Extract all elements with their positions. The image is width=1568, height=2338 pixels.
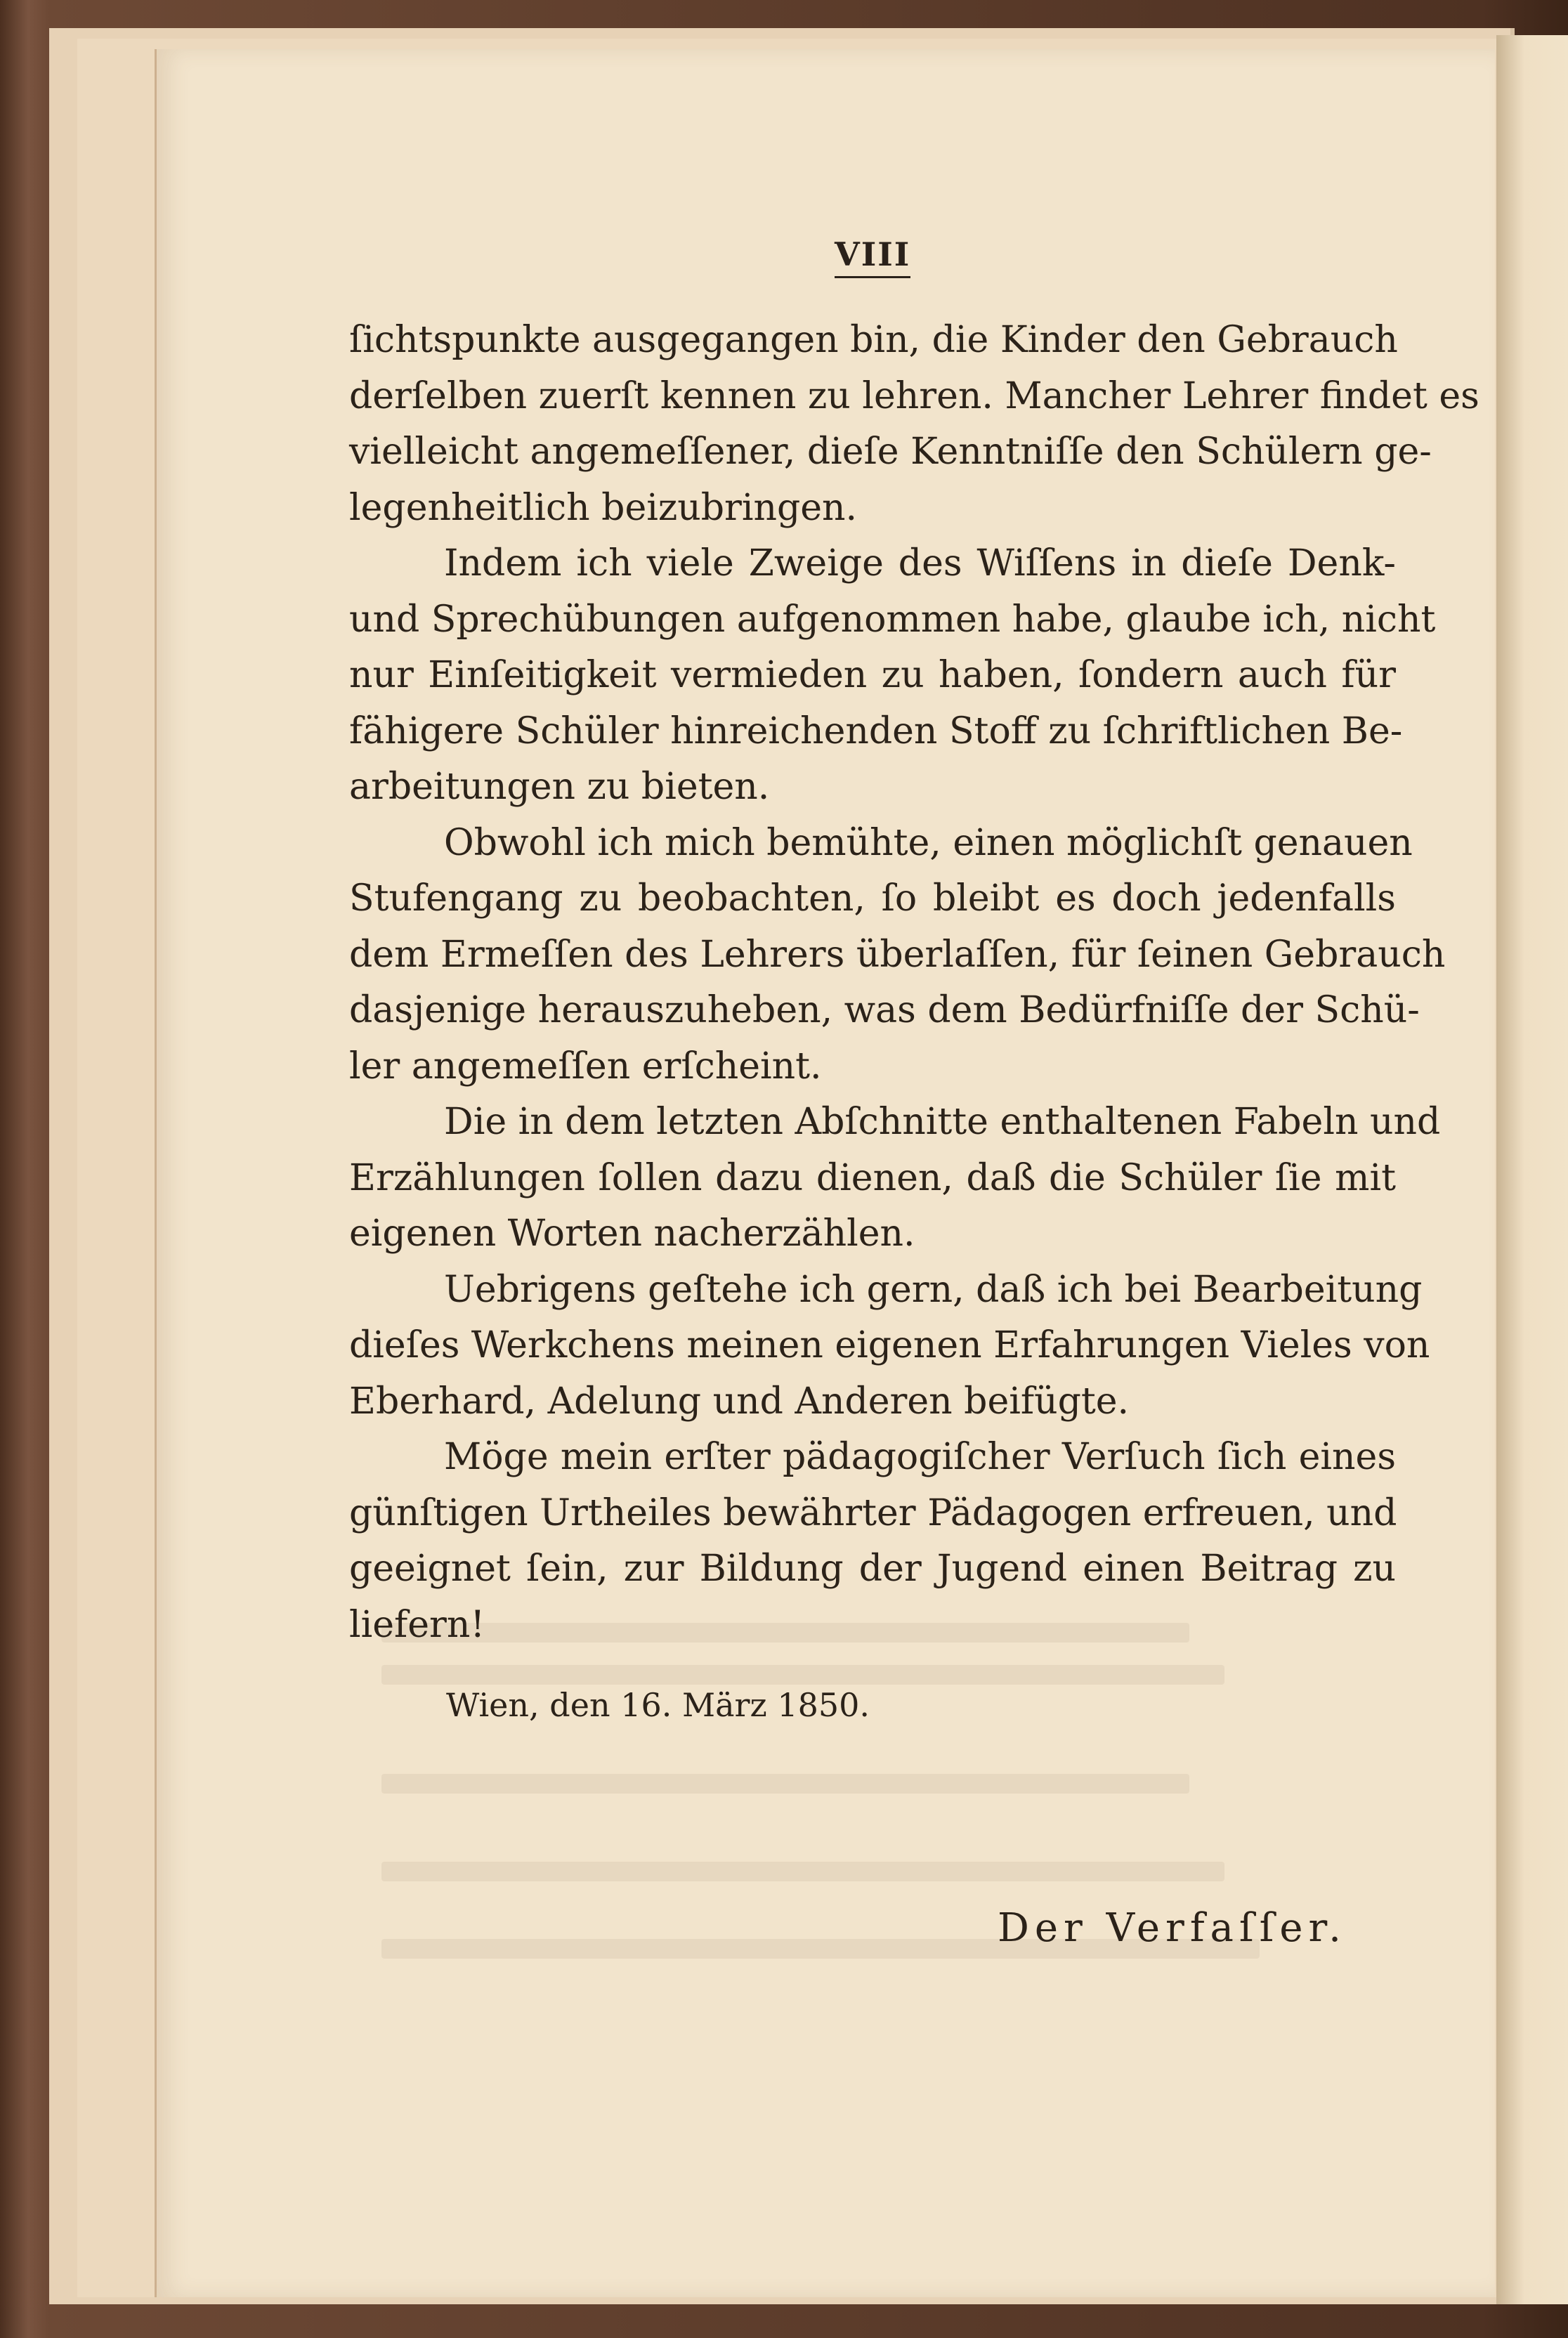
text-line: und Sprechübungen aufgenommen habe, glaube ich, nicht	[349, 598, 1436, 641]
text-line: Erzählungen ſollen dazu dienen, daß die Schüler ſie mit	[349, 1156, 1396, 1199]
text-line: dem Ermeſſen des Lehrers überlaſſen, für ſeinen Gebrauch	[349, 933, 1446, 976]
text-line: Eberhard, Adelung und Anderen beifügte.	[349, 1380, 1130, 1423]
dateline: Wien, den 16. März 1850.	[446, 1686, 870, 1724]
text-line: ler angemeſſen erſcheint.	[349, 1045, 822, 1088]
text-line: geeignet ſein, zur Bildung der Jugend einen Beitrag zu	[349, 1548, 1396, 1590]
text-line: arbeitungen zu bieten.	[349, 766, 770, 808]
text-line: nur Einſeitigkeit vermieden zu haben, ſondern auch für	[349, 654, 1396, 696]
text-line: Uebrigens geſtehe ich gern, daß ich bei Bearbeitung	[444, 1268, 1423, 1311]
text-line: Stufengang zu beobachten, ſo bleibt es doch jedenfalls	[349, 877, 1396, 920]
text-line: dasjenige herauszuheben, was dem Bedürfniſſe der Schü-	[349, 989, 1420, 1031]
text-line: fähigere Schüler hinreichenden Stoff zu ſchriftlichen Be-	[349, 710, 1403, 752]
text-line: Obwohl ich mich bemühte, einen möglichſt genauen	[444, 821, 1413, 864]
text-line: günſtigen Urtheiles bewährter Pädagogen erfreuen, und	[349, 1491, 1397, 1534]
preface-text	[349, 313, 1479, 1653]
text-line: legenheitlich beizubringen.	[349, 486, 858, 529]
author-signature: Der Verfaſſer.	[998, 1905, 1347, 1951]
text-line: liefern!	[349, 1603, 485, 1646]
text-line: derſelben zuerſt kennen zu lehren. Mancher Lehrer findet es	[349, 374, 1479, 417]
text-line: dieſes Werkchens meinen eigenen Erfahrungen Vieles von	[349, 1324, 1430, 1366]
text-line: Indem ich viele Zweige des Wiſſens in dieſe Denk-	[444, 542, 1396, 584]
text-line: ſichtspunkte ausgegangen bin, die Kinder den Gebrauch	[349, 319, 1398, 361]
page-number: VIII	[835, 235, 910, 278]
text-line: eigenen Worten nacherzählen.	[349, 1213, 915, 1255]
text-line: vielleicht angemeſſener, dieſe Kenntniſſe den Schülern ge-	[349, 431, 1432, 473]
facing-page-edge	[1496, 35, 1568, 2304]
show-through	[381, 1862, 1224, 1881]
text-line: Möge mein erſter pädagogiſcher Verſuch ſich eines	[444, 1436, 1396, 1478]
show-through	[381, 1665, 1224, 1685]
text-line: Die in dem letzten Abſchnitte enthaltenen Fabeln und	[444, 1101, 1441, 1143]
show-through	[381, 1774, 1189, 1794]
